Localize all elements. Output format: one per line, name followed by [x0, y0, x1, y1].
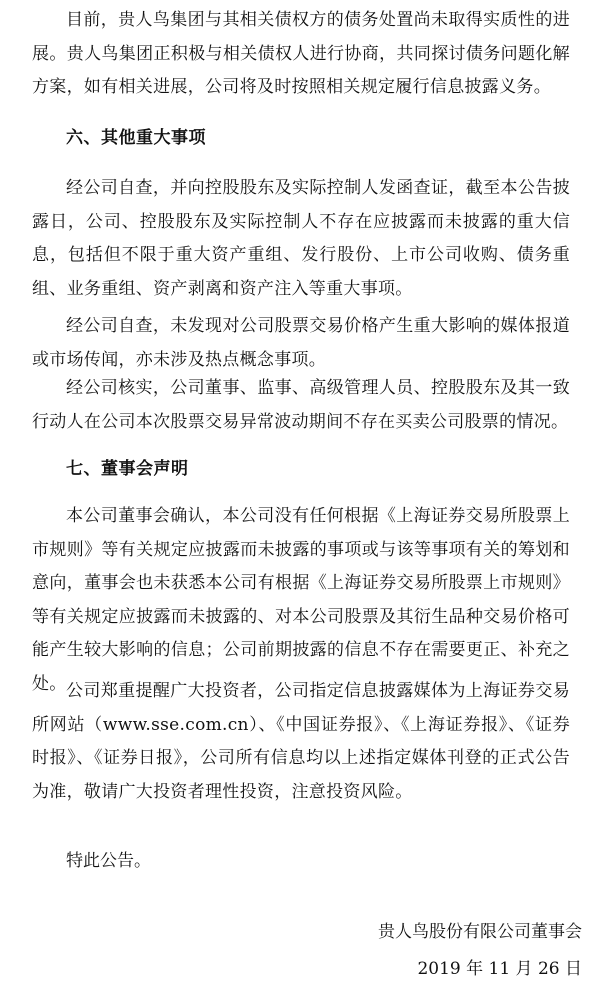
section-heading-other-major-matters: 六、其他重大事项 — [66, 128, 206, 148]
signature-company: 贵人鸟股份有限公司董事会 — [378, 922, 582, 942]
paragraph-media-reports: 经公司自查，未发现对公司股票交易价格产生重大影响的媒体报道或市场传闻，亦未涉及热点概念事项。 — [32, 316, 570, 370]
paragraph-board-confirmation: 本公司董事会确认，本公司没有任何根据《上海证券交易所股票上市规则》等有关规定应披露而未披露的事项或与该等事项有关的筹划和意向，董事会也未获悉本公司有根据《上海证券交易所股票上市规则》等有关规定应披露而未披露的、对本公司股票及其衍生品种交易价格可能产生较大影响的信息；公司前期披露的信息不存在需要更正、补充之处。 — [32, 506, 570, 694]
signature-date: 2019 年 11 月 26 日 — [417, 959, 582, 979]
paragraph-investor-reminder: 公司郑重提醒广大投资者，公司指定信息披露媒体为上海证券交易所网站（www.sse.com.cn）、《中国证券报》、《上海证券报》、《证券时报》、《证券日报》，公司所有信息均以上述指定媒体刊登的正式公告为准，敬请广大投资者理性投资，注意投资风险。 — [32, 681, 570, 802]
section-heading-board-statement: 七、董事会声明 — [66, 459, 189, 479]
paragraph-debt-progress: 目前，贵人鸟集团与其相关债权方的债务处置尚未取得实质性的进展。贵人鸟集团正积极与相关债权人进行协商，共同探讨债务问题化解方案，如有相关进展，公司将及时按照相关规定履行信息披露义务。 — [32, 10, 570, 97]
closing-remark: 特此公告。 — [66, 851, 151, 871]
paragraph-self-inspection-major-info: 经公司自查，并向控股股东及实际控制人发函查证，截至本公告披露日，公司、控股股东及实际控制人不存在应披露而未披露的重大信息，包括但不限于重大资产重组、发行股份、上市公司收购、债务重组、业务重组、资产剥离和资产注入等重大事项。 — [32, 178, 570, 299]
paragraph-insider-trading-check: 经公司核实，公司董事、监事、高级管理人员、控股股东及其一致行动人在公司本次股票交易异常波动期间不存在买卖公司股票的情况。 — [32, 378, 570, 432]
